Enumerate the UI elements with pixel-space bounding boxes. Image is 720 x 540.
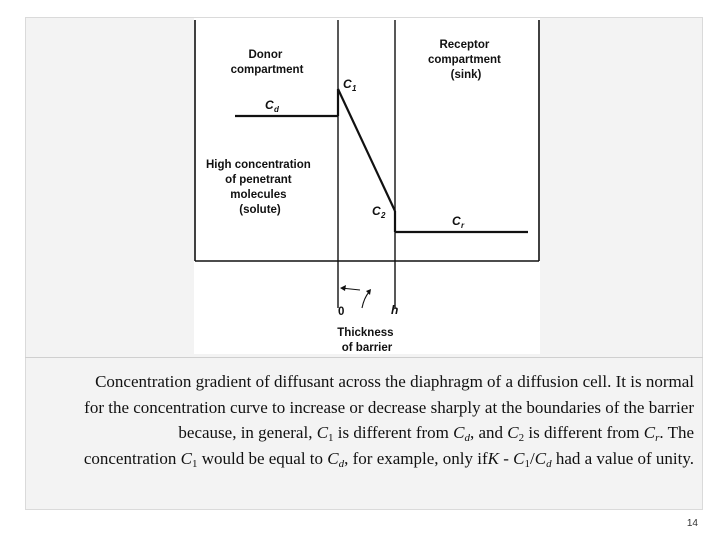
receptor-label: Receptor compartment (sink) [427, 39, 501, 81]
donor-label: Donor compartment [230, 49, 304, 76]
page-number: 14 [686, 518, 698, 529]
cd-symbol [265, 98, 280, 114]
high-concentration-label: High concentration of penetrant molecules (solute) [206, 159, 311, 216]
zero-label: 0 [338, 306, 345, 318]
svg-text:C: C [372, 204, 381, 218]
svg-text:r: r [461, 221, 465, 230]
cr-symbol [452, 214, 465, 230]
diffusion-diagram [194, 18, 540, 354]
svg-text:1: 1 [352, 84, 357, 93]
thickness-arrowhead-left [340, 285, 346, 291]
thickness-label: Thickness of barrier [337, 327, 394, 354]
svg-text:C: C [343, 77, 352, 91]
caption-line-1: Concentration gradient of diffusant across the diaphragm of a diffusion cell. It is normal [95, 372, 694, 391]
svg-text:2: 2 [381, 211, 386, 220]
svg-text:C: C [265, 98, 274, 112]
gradient-line [338, 89, 395, 211]
caption-line-3: because, in general, $C_1$ is different from $C_d$, and $C_2$ is different from $C_r$. The [178, 423, 694, 444]
thickness-arrowhead-right [366, 289, 371, 295]
svg-text:C: C [452, 214, 461, 228]
figure-caption [34, 369, 694, 471]
svg-text:d: d [274, 105, 279, 114]
caption-line-2: for the concentration curve to increase or decrease sharply at the boundaries of the barrier [84, 397, 694, 417]
c2-symbol [372, 204, 386, 220]
panel-divider [25, 357, 703, 358]
diagram-svg [194, 18, 540, 354]
caption-line-4: concentration $C_1$ would be equal to $C_d$, for example, only ifK - $C_1/C_d$ had a value of unity. [83, 448, 694, 470]
h-label: h [391, 303, 399, 317]
thickness-arrow-right [362, 292, 369, 308]
c1-symbol [343, 77, 357, 93]
